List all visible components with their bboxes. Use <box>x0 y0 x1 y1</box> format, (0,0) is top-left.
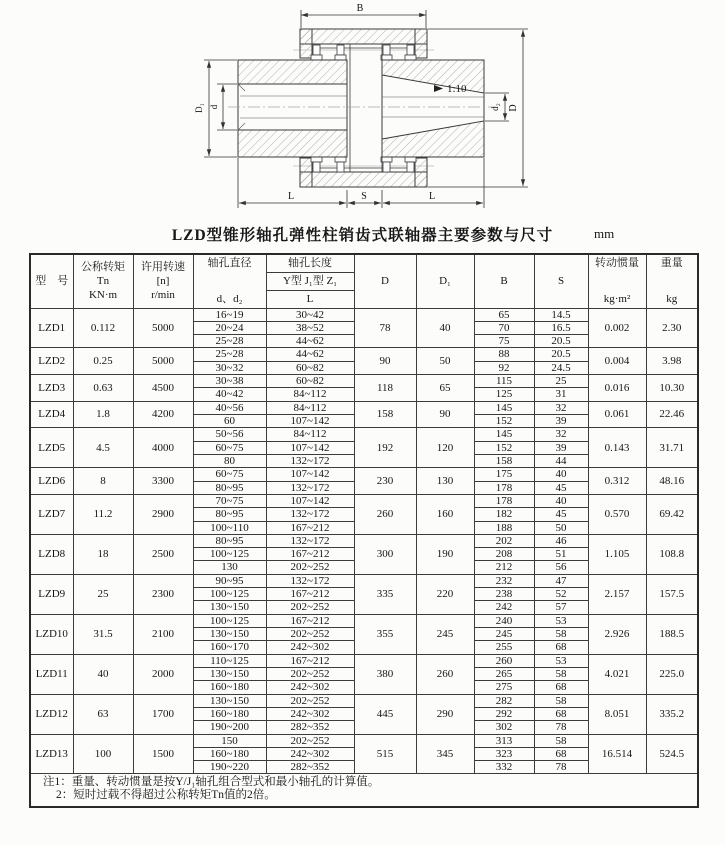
weight-cell: 225.0 <box>646 654 698 694</box>
weight-cell: 10.30 <box>646 375 698 402</box>
model-cell: LZD3 <box>30 375 73 402</box>
B-cell: 282 <box>474 694 534 707</box>
bore-length-cell: 107~142 <box>266 494 354 507</box>
taper-label: 1:10 <box>447 83 467 95</box>
bore-length-cell: 84~112 <box>266 401 354 414</box>
B-cell: 65 <box>474 308 534 321</box>
bore-diameter-cell: 20~24 <box>193 321 266 334</box>
inertia-cell: 0.016 <box>588 375 646 402</box>
notes-row <box>30 774 698 807</box>
elastic-pins-bottom <box>311 157 416 172</box>
bore-diameter-cell: 40~42 <box>193 388 266 401</box>
S-cell: 78 <box>534 761 588 774</box>
bore-diameter-cell: 130~150 <box>193 628 266 641</box>
header-B: B <box>474 254 534 308</box>
weight-cell: 108.8 <box>646 534 698 574</box>
B-cell: 208 <box>474 548 534 561</box>
S-cell: 57 <box>534 601 588 614</box>
torque-cell: 0.25 <box>73 348 133 375</box>
bore-length-cell: 60~82 <box>266 361 354 374</box>
bore-length-cell: 132~172 <box>266 481 354 494</box>
bore-length-cell: 282~352 <box>266 721 354 734</box>
S-cell: 58 <box>534 628 588 641</box>
table-row <box>30 694 698 707</box>
B-cell: 212 <box>474 561 534 574</box>
bore-diameter-cell: 70~75 <box>193 494 266 507</box>
B-cell: 323 <box>474 747 534 760</box>
B-cell: 88 <box>474 348 534 361</box>
B-cell: 245 <box>474 628 534 641</box>
dim-label-L-left: L <box>287 191 295 202</box>
inertia-cell: 16.514 <box>588 734 646 774</box>
S-cell: 20.5 <box>534 348 588 361</box>
table-body <box>30 308 698 774</box>
S-cell: 50 <box>534 521 588 534</box>
model-cell: LZD5 <box>30 428 73 468</box>
table-header <box>30 254 698 308</box>
header-inertia: 转动惯量 kg·m² <box>588 254 646 308</box>
D1-cell: 130 <box>416 468 474 495</box>
B-cell: 240 <box>474 614 534 627</box>
speed-cell: 1700 <box>133 694 193 734</box>
table-row <box>30 534 698 547</box>
bore-diameter-cell: 130~150 <box>193 601 266 614</box>
S-cell: 25 <box>534 375 588 388</box>
B-cell: 292 <box>474 707 534 720</box>
inertia-cell: 0.002 <box>588 308 646 348</box>
inertia-cell: 0.143 <box>588 428 646 468</box>
D-cell: 260 <box>354 494 416 534</box>
B-cell: 152 <box>474 441 534 454</box>
bore-diameter-cell: 60~75 <box>193 468 266 481</box>
bore-length-cell: 167~212 <box>266 521 354 534</box>
S-cell: 32 <box>534 428 588 441</box>
bore-diameter-cell: 160~180 <box>193 747 266 760</box>
bore-length-cell: 107~142 <box>266 441 354 454</box>
bore-length-cell: 84~112 <box>266 428 354 441</box>
speed-cell: 5000 <box>133 308 193 348</box>
B-cell: 158 <box>474 454 534 467</box>
unit-label: mm <box>594 226 615 241</box>
torque-cell: 31.5 <box>73 614 133 654</box>
bore-length-cell: 167~212 <box>266 614 354 627</box>
model-cell: LZD2 <box>30 348 73 375</box>
bore-diameter-cell: 100~125 <box>193 548 266 561</box>
S-cell: 40 <box>534 494 588 507</box>
bore-length-cell: 84~112 <box>266 388 354 401</box>
S-cell: 39 <box>534 415 588 428</box>
bore-length-cell: 242~302 <box>266 641 354 654</box>
B-cell: 115 <box>474 375 534 388</box>
bore-length-cell: 242~302 <box>266 707 354 720</box>
D1-cell: 190 <box>416 534 474 574</box>
speed-cell: 4500 <box>133 375 193 402</box>
B-cell: 313 <box>474 734 534 747</box>
torque-cell: 8 <box>73 468 133 495</box>
bore-length-cell: 202~252 <box>266 667 354 680</box>
inertia-cell: 0.312 <box>588 468 646 495</box>
S-cell: 68 <box>534 747 588 760</box>
S-cell: 44 <box>534 454 588 467</box>
weight-cell: 69.42 <box>646 494 698 534</box>
S-cell: 46 <box>534 534 588 547</box>
B-cell: 238 <box>474 588 534 601</box>
S-cell: 47 <box>534 574 588 587</box>
inertia-cell: 0.570 <box>588 494 646 534</box>
model-cell: LZD4 <box>30 401 73 428</box>
bore-length-cell: 38~52 <box>266 321 354 334</box>
B-cell: 125 <box>474 388 534 401</box>
bore-length-cell: 107~142 <box>266 468 354 481</box>
table-row <box>30 468 698 481</box>
torque-cell: 25 <box>73 574 133 614</box>
B-cell: 332 <box>474 761 534 774</box>
D1-cell: 290 <box>416 694 474 734</box>
weight-cell: 31.71 <box>646 428 698 468</box>
D1-cell: 120 <box>416 428 474 468</box>
header-weight: 重量 kg <box>646 254 698 308</box>
weight-cell: 524.5 <box>646 734 698 774</box>
B-cell: 178 <box>474 494 534 507</box>
bore-length-cell: 167~212 <box>266 548 354 561</box>
B-cell: 302 <box>474 721 534 734</box>
D1-cell: 245 <box>416 614 474 654</box>
bore-length-cell: 60~82 <box>266 375 354 388</box>
speed-cell: 2900 <box>133 494 193 534</box>
B-cell: 182 <box>474 508 534 521</box>
S-cell: 52 <box>534 588 588 601</box>
bore-diameter-cell: 80~95 <box>193 481 266 494</box>
bore-length-cell: 202~252 <box>266 734 354 747</box>
bore-diameter-cell: 130~150 <box>193 694 266 707</box>
bore-diameter-cell: 25~28 <box>193 348 266 361</box>
table-row <box>30 574 698 587</box>
S-cell: 45 <box>534 508 588 521</box>
bore-length-cell: 282~352 <box>266 761 354 774</box>
left-hub <box>238 60 347 157</box>
speed-cell: 2000 <box>133 654 193 694</box>
bore-diameter-cell: 130 <box>193 561 266 574</box>
bore-diameter-cell: 80~95 <box>193 534 266 547</box>
bore-diameter-cell: 100~110 <box>193 521 266 534</box>
inertia-cell: 8.051 <box>588 694 646 734</box>
model-cell: LZD7 <box>30 494 73 534</box>
inertia-cell: 1.105 <box>588 534 646 574</box>
D-cell: 230 <box>354 468 416 495</box>
inertia-cell: 0.004 <box>588 348 646 375</box>
bore-length-cell: 202~252 <box>266 561 354 574</box>
torque-cell: 63 <box>73 694 133 734</box>
bore-diameter-cell: 40~56 <box>193 401 266 414</box>
coupling-cross-section-drawing <box>0 0 725 222</box>
bore-diameter-cell: 80~95 <box>193 508 266 521</box>
header-torque: 公称转矩 Tn KN·m <box>73 254 133 308</box>
inertia-cell: 2.926 <box>588 614 646 654</box>
header-bore-length-types: Y型 J₁型 Z₁ <box>266 272 354 290</box>
D1-cell: 345 <box>416 734 474 774</box>
header-S: S <box>534 254 588 308</box>
header-speed: 许用转速 [n] r/min <box>133 254 193 308</box>
dim-label-L-right: L <box>428 191 436 202</box>
S-cell: 68 <box>534 641 588 654</box>
B-cell: 152 <box>474 415 534 428</box>
S-cell: 56 <box>534 561 588 574</box>
bore-length-cell: 202~252 <box>266 694 354 707</box>
header-model: 型 号 <box>30 254 73 308</box>
bore-diameter-cell: 190~200 <box>193 721 266 734</box>
header-bore-diameter: 轴孔直径 d、d₂ <box>193 254 266 308</box>
header-bore-length: 轴孔长度 <box>266 254 354 272</box>
inertia-cell: 4.021 <box>588 654 646 694</box>
table-row <box>30 614 698 627</box>
dim-label-B: B <box>356 3 364 14</box>
speed-cell: 2100 <box>133 614 193 654</box>
table-row <box>30 654 698 667</box>
weight-cell: 22.46 <box>646 401 698 428</box>
D-cell: 158 <box>354 401 416 428</box>
bore-length-cell: 132~172 <box>266 534 354 547</box>
B-cell: 242 <box>474 601 534 614</box>
S-cell: 20.5 <box>534 335 588 348</box>
B-cell: 255 <box>474 641 534 654</box>
speed-cell: 1500 <box>133 734 193 774</box>
B-cell: 75 <box>474 335 534 348</box>
table-row <box>30 734 698 747</box>
speed-cell: 2500 <box>133 534 193 574</box>
B-cell: 92 <box>474 361 534 374</box>
B-cell: 178 <box>474 481 534 494</box>
D1-cell: 65 <box>416 375 474 402</box>
weight-cell: 335.2 <box>646 694 698 734</box>
S-cell: 40 <box>534 468 588 481</box>
S-cell: 68 <box>534 707 588 720</box>
B-cell: 232 <box>474 574 534 587</box>
bore-diameter-cell: 80 <box>193 454 266 467</box>
table-row <box>30 375 698 388</box>
bore-diameter-cell: 190~220 <box>193 761 266 774</box>
table-row <box>30 494 698 507</box>
bore-length-cell: 44~62 <box>266 335 354 348</box>
D1-cell: 90 <box>416 401 474 428</box>
bore-length-cell: 132~172 <box>266 508 354 521</box>
torque-cell: 18 <box>73 534 133 574</box>
bore-diameter-cell: 30~38 <box>193 375 266 388</box>
torque-cell: 0.112 <box>73 308 133 348</box>
S-cell: 58 <box>534 734 588 747</box>
speed-cell: 4000 <box>133 428 193 468</box>
header-D: D <box>354 254 416 308</box>
S-cell: 58 <box>534 667 588 680</box>
S-cell: 53 <box>534 654 588 667</box>
B-cell: 265 <box>474 667 534 680</box>
B-cell: 145 <box>474 401 534 414</box>
bore-length-cell: 167~212 <box>266 654 354 667</box>
D-cell: 90 <box>354 348 416 375</box>
bore-length-cell: 202~252 <box>266 601 354 614</box>
torque-cell: 1.8 <box>73 401 133 428</box>
weight-cell: 188.5 <box>646 614 698 654</box>
bore-diameter-cell: 110~125 <box>193 654 266 667</box>
D1-cell: 160 <box>416 494 474 534</box>
S-cell: 24.5 <box>534 361 588 374</box>
S-cell: 32 <box>534 401 588 414</box>
bore-diameter-cell: 100~125 <box>193 588 266 601</box>
bore-diameter-cell: 16~19 <box>193 308 266 321</box>
weight-cell: 3.98 <box>646 348 698 375</box>
torque-cell: 0.63 <box>73 375 133 402</box>
bore-diameter-cell: 160~180 <box>193 707 266 720</box>
torque-cell: 40 <box>73 654 133 694</box>
coupling-body <box>228 29 496 187</box>
bore-diameter-cell: 60~75 <box>193 441 266 454</box>
bore-length-cell: 107~142 <box>266 415 354 428</box>
D1-cell: 220 <box>416 574 474 614</box>
bore-diameter-cell: 100~125 <box>193 614 266 627</box>
D-cell: 118 <box>354 375 416 402</box>
S-cell: 68 <box>534 681 588 694</box>
bore-diameter-cell: 160~180 <box>193 681 266 694</box>
model-cell: LZD13 <box>30 734 73 774</box>
D-cell: 445 <box>354 694 416 734</box>
D-cell: 355 <box>354 614 416 654</box>
bore-length-cell: 132~172 <box>266 454 354 467</box>
right-hub <box>382 60 484 157</box>
bore-length-cell: 202~252 <box>266 628 354 641</box>
elastic-pins-top <box>311 45 416 60</box>
table-row <box>30 401 698 414</box>
bore-diameter-cell: 150 <box>193 734 266 747</box>
bore-length-cell: 132~172 <box>266 574 354 587</box>
S-cell: 39 <box>534 441 588 454</box>
note-2: 2：短时过载不得超过公称转矩Tn值的2倍。 <box>56 789 276 802</box>
speed-cell: 2300 <box>133 574 193 614</box>
bore-length-cell: 167~212 <box>266 588 354 601</box>
B-cell: 275 <box>474 681 534 694</box>
D-cell: 192 <box>354 428 416 468</box>
dim-label-D: D <box>508 104 519 112</box>
B-cell: 70 <box>474 321 534 334</box>
B-cell: 202 <box>474 534 534 547</box>
S-cell: 14.5 <box>534 308 588 321</box>
header-bore-length-symbol: L <box>266 290 354 308</box>
S-cell: 58 <box>534 694 588 707</box>
torque-cell: 100 <box>73 734 133 774</box>
model-cell: LZD11 <box>30 654 73 694</box>
S-cell: 53 <box>534 614 588 627</box>
model-cell: LZD8 <box>30 534 73 574</box>
dim-label-d2: d₂ <box>490 103 500 111</box>
bore-diameter-cell: 60 <box>193 415 266 428</box>
inertia-cell: 2.157 <box>588 574 646 614</box>
page-title: LZD型锥形轴孔弹性柱销齿式联轴器主要参数与尺寸 <box>171 227 554 244</box>
D-cell: 78 <box>354 308 416 348</box>
S-cell: 16.5 <box>534 321 588 334</box>
bore-diameter-cell: 130~150 <box>193 667 266 680</box>
S-cell: 31 <box>534 388 588 401</box>
bore-length-cell: 242~302 <box>266 747 354 760</box>
D1-cell: 40 <box>416 308 474 348</box>
bore-diameter-cell: 90~95 <box>193 574 266 587</box>
header-D1: D₁ <box>416 254 474 308</box>
note-1: 注1：重量、转动惯量是按Y/J₁轴孔组合型式和最小轴孔的计算值。 <box>43 776 380 789</box>
parameters-table <box>29 253 699 808</box>
table-row <box>30 348 698 361</box>
torque-cell: 11.2 <box>73 494 133 534</box>
S-cell: 78 <box>534 721 588 734</box>
bore-diameter-cell: 50~56 <box>193 428 266 441</box>
weight-cell: 48.16 <box>646 468 698 495</box>
bore-length-cell: 44~62 <box>266 348 354 361</box>
S-cell: 45 <box>534 481 588 494</box>
bore-diameter-cell: 25~28 <box>193 335 266 348</box>
model-cell: LZD1 <box>30 308 73 348</box>
bore-length-cell: 242~302 <box>266 681 354 694</box>
D-cell: 300 <box>354 534 416 574</box>
bore-diameter-cell: 30~32 <box>193 361 266 374</box>
inertia-cell: 0.061 <box>588 401 646 428</box>
table-row <box>30 308 698 321</box>
table-row <box>30 428 698 441</box>
dim-label-D1: D₁ <box>194 103 204 113</box>
B-cell: 188 <box>474 521 534 534</box>
speed-cell: 4200 <box>133 401 193 428</box>
model-cell: LZD12 <box>30 694 73 734</box>
speed-cell: 5000 <box>133 348 193 375</box>
D-cell: 335 <box>354 574 416 614</box>
D-cell: 380 <box>354 654 416 694</box>
weight-cell: 157.5 <box>646 574 698 614</box>
model-cell: LZD10 <box>30 614 73 654</box>
D1-cell: 260 <box>416 654 474 694</box>
model-cell: LZD9 <box>30 574 73 614</box>
dim-label-d: d <box>209 104 219 110</box>
B-cell: 175 <box>474 468 534 481</box>
bore-length-cell: 30~42 <box>266 308 354 321</box>
S-cell: 51 <box>534 548 588 561</box>
dim-label-S: S <box>361 191 367 202</box>
weight-cell: 2.30 <box>646 308 698 348</box>
model-cell: LZD6 <box>30 468 73 495</box>
torque-cell: 4.5 <box>73 428 133 468</box>
B-cell: 260 <box>474 654 534 667</box>
notes-cell <box>30 774 698 807</box>
table-footer <box>30 774 698 807</box>
speed-cell: 3300 <box>133 468 193 495</box>
D-cell: 515 <box>354 734 416 774</box>
D1-cell: 50 <box>416 348 474 375</box>
bore-diameter-cell: 160~170 <box>193 641 266 654</box>
B-cell: 145 <box>474 428 534 441</box>
